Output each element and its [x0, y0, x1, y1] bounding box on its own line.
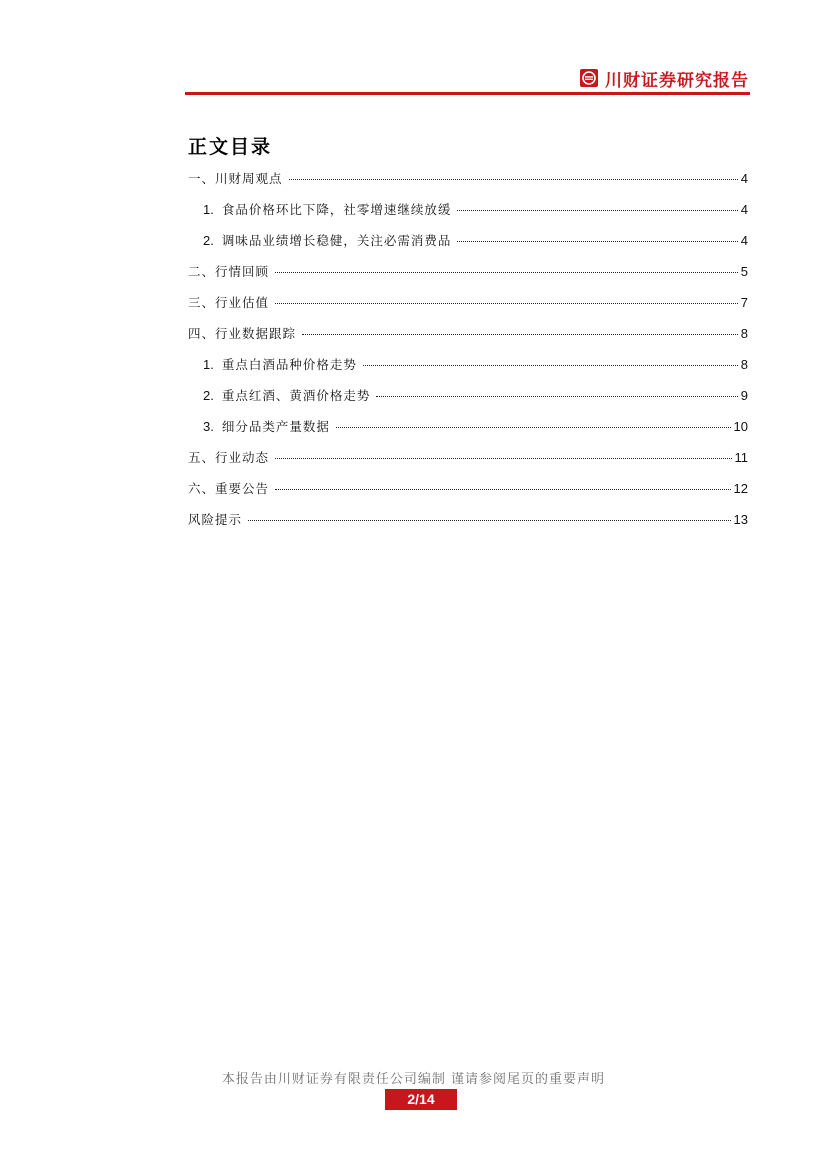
brand-name: 川财证券研究报告 — [605, 70, 749, 91]
toc-dot-leader — [363, 365, 738, 366]
toc-entry-title: 调味品业绩增长稳健，关注必需消费品 — [221, 233, 452, 248]
toc-dot-leader — [275, 458, 731, 459]
toc-entry-page: 7 — [740, 295, 748, 310]
toc-title: 正文目录 — [188, 136, 273, 158]
toc-entry-row — [203, 354, 750, 376]
toc-entry-title: 细分品类产量数据 — [221, 419, 330, 434]
toc-dot-leader — [275, 272, 738, 273]
toc-entry-title: 风险提示 — [188, 512, 243, 527]
toc-entry[interactable] — [188, 509, 750, 540]
toc-entry-page: 4 — [740, 233, 748, 248]
toc-entry[interactable] — [188, 478, 750, 509]
toc-entry-row — [203, 416, 750, 438]
toc-entry-row — [188, 478, 750, 500]
toc-entry-number: 1. — [203, 357, 214, 372]
toc-entry-page: 8 — [740, 326, 748, 341]
toc-entry-page: 4 — [740, 171, 748, 186]
toc-entry-row — [203, 230, 750, 252]
toc-dot-leader — [302, 334, 738, 335]
toc-entry-title: 食品价格环比下降，社零增速继续放缓 — [221, 202, 452, 217]
toc-entry[interactable] — [188, 168, 750, 199]
toc-entry-number: 2. — [203, 388, 214, 403]
page-number-badge: 2/14 — [385, 1089, 457, 1110]
toc-entry[interactable] — [188, 261, 750, 292]
toc-dot-leader — [457, 210, 737, 211]
toc-entry-page: 4 — [740, 202, 748, 217]
toc-entry-page: 8 — [740, 357, 748, 372]
toc-entry[interactable] — [188, 447, 750, 478]
toc-entry-title: 一、川财周观点 — [188, 171, 283, 186]
toc-dot-leader — [336, 427, 731, 428]
toc-entry-number: 3. — [203, 419, 214, 434]
toc-entry-title: 重点白酒品种价格走势 — [221, 357, 357, 372]
toc-dot-leader — [457, 241, 737, 242]
toc-dot-leader — [248, 520, 731, 521]
toc-entry[interactable] — [188, 354, 750, 385]
toc-entry-row — [188, 447, 750, 469]
toc-entry-title: 六、重要公告 — [188, 481, 270, 496]
toc-entry-number: 2. — [203, 233, 214, 248]
toc-entry[interactable] — [188, 323, 750, 354]
toc-entry-row — [188, 261, 750, 283]
header-rule — [185, 92, 750, 95]
toc-entry-title: 二、行情回顾 — [188, 264, 270, 279]
toc-entry-page: 12 — [733, 481, 748, 496]
toc-entry-title: 四、行业数据跟踪 — [188, 326, 297, 341]
toc-list — [188, 168, 750, 540]
toc-entry-row — [188, 323, 750, 345]
toc-entry[interactable] — [188, 230, 750, 261]
toc-dot-leader — [376, 396, 737, 397]
toc-entry[interactable] — [188, 416, 750, 447]
toc-entry-row — [203, 385, 750, 407]
toc-entry-row — [188, 509, 750, 531]
toc-entry-number: 1. — [203, 202, 214, 217]
toc-dot-leader — [275, 489, 731, 490]
toc-entry-title: 三、行业估值 — [188, 295, 270, 310]
toc-entry-page: 11 — [734, 450, 748, 465]
toc-entry-title: 五、行业动态 — [188, 450, 270, 465]
toc-entry[interactable] — [188, 292, 750, 323]
toc-dot-leader — [289, 179, 738, 180]
toc-dot-leader — [275, 303, 738, 304]
footer-disclaimer: 本报告由川财证券有限责任公司编制 谨请参阅尾页的重要声明 — [221, 1072, 606, 1087]
header-brand — [579, 66, 749, 90]
cc-logo-icon — [579, 68, 599, 88]
toc-entry-row — [188, 292, 750, 314]
toc-entry-page: 10 — [733, 419, 748, 434]
toc-entry-row — [203, 199, 750, 221]
toc-entry-page: 9 — [740, 388, 748, 403]
toc-entry-page: 13 — [733, 512, 748, 527]
toc-entry[interactable] — [188, 199, 750, 230]
toc-entry-title: 重点红酒、黄酒价格走势 — [221, 388, 371, 403]
toc-entry-page: 5 — [740, 264, 748, 279]
toc-entry[interactable] — [188, 385, 750, 416]
toc-entry-row — [188, 168, 750, 190]
